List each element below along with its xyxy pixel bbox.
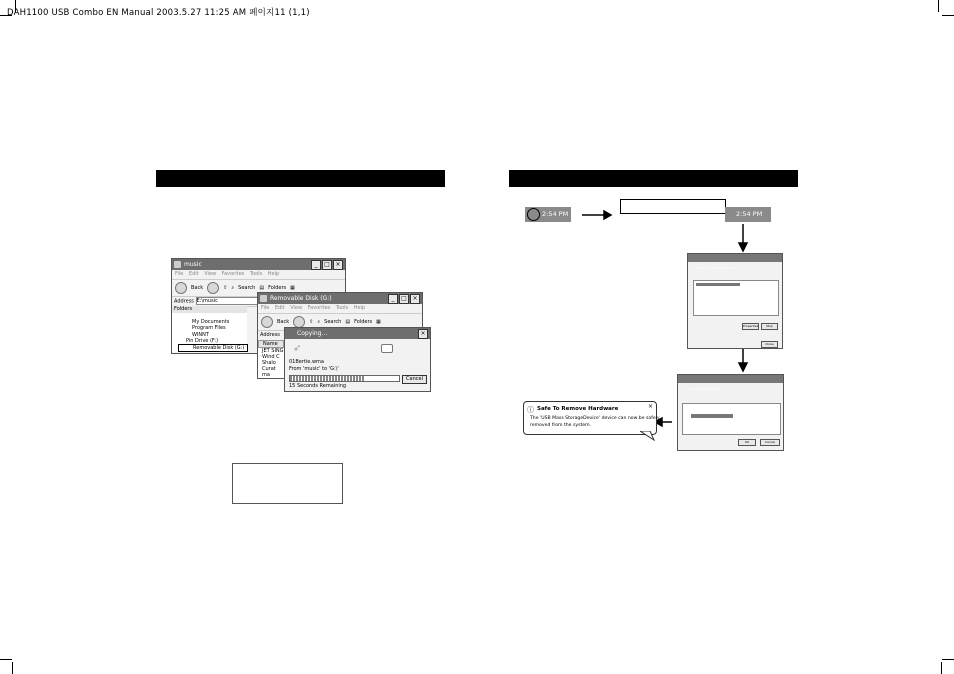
flying-paper-icon: ➶ bbox=[293, 343, 302, 354]
tree-item[interactable]: WINNT bbox=[192, 331, 209, 338]
folders-pane-header: Folders bbox=[172, 306, 247, 313]
tree-item[interactable]: Pin Drive (F:) bbox=[186, 337, 219, 344]
balloon-title: Safe To Remove Hardware bbox=[537, 406, 619, 412]
cancel-button[interactable]: Cancel bbox=[760, 439, 780, 446]
close-button[interactable]: × bbox=[418, 329, 428, 339]
file-item[interactable]: JET SING bbox=[262, 348, 284, 354]
search-icon[interactable]: ⌕ bbox=[317, 319, 321, 325]
cancel-copy-button[interactable]: Cancel bbox=[402, 375, 427, 384]
folders-icon[interactable]: ▤ bbox=[259, 285, 265, 291]
file-item[interactable]: Curat bbox=[262, 366, 276, 372]
close-button[interactable]: × bbox=[333, 260, 343, 270]
arrow-head-down-2 bbox=[739, 363, 747, 371]
address-label: Address bbox=[174, 298, 194, 305]
devices-to-stop-list[interactable] bbox=[682, 403, 781, 435]
folders-button[interactable]: Folders bbox=[354, 319, 373, 325]
close-dialog-button[interactable]: Close bbox=[761, 341, 778, 348]
unplug-titlebar[interactable] bbox=[688, 254, 782, 270]
clock-time: 2:54 PM bbox=[542, 210, 569, 218]
address-input[interactable]: E:\music bbox=[196, 297, 308, 305]
stop-titlebar[interactable] bbox=[678, 375, 783, 391]
up-folder-icon[interactable]: ⇧ bbox=[223, 285, 228, 291]
print-header: DAH1100 USB Combo EN Manual 2003.5.27 11:25 AM 페이지11 (1,1) bbox=[7, 8, 310, 18]
file-item[interactable]: Shalo bbox=[262, 360, 276, 366]
stop-hardware-dialog bbox=[677, 374, 784, 451]
unplug-eject-dialog bbox=[687, 253, 783, 349]
back-button[interactable]: Back bbox=[191, 285, 204, 291]
info-icon: ⓘ bbox=[527, 406, 534, 414]
clock-time-after: 2:54 PM bbox=[736, 210, 763, 218]
balloon-close-icon[interactable]: × bbox=[648, 403, 654, 410]
folders-icon[interactable]: ▤ bbox=[345, 319, 351, 325]
up-folder-icon[interactable]: ⇧ bbox=[309, 319, 314, 325]
views-icon[interactable]: ▦ bbox=[376, 319, 381, 325]
search-button[interactable]: Search bbox=[324, 319, 342, 325]
views-icon[interactable]: ▦ bbox=[290, 285, 295, 291]
file-item[interactable]: Wind C bbox=[262, 354, 280, 360]
hardware-device-list[interactable] bbox=[693, 280, 779, 316]
explorer-menubar[interactable]: File Edit View Favorites Tools Help bbox=[175, 271, 280, 277]
removable-menubar[interactable]: File Edit View Favorites Tools Help bbox=[261, 305, 366, 311]
ok-button[interactable]: OK bbox=[738, 439, 756, 446]
arrow-head-right-1 bbox=[604, 211, 611, 219]
folders-button[interactable]: Folders bbox=[268, 285, 287, 291]
unplug-title: Unplug or Eject Hardware bbox=[696, 266, 735, 270]
close-button[interactable]: × bbox=[410, 294, 420, 304]
back-button[interactable]: Back bbox=[277, 319, 290, 325]
tree-item-removable-disk[interactable]: Removable Disk (G:) bbox=[178, 344, 248, 352]
arrow-head-down-1 bbox=[739, 243, 747, 251]
highlighted-device-row[interactable] bbox=[691, 414, 733, 418]
selected-device-row[interactable] bbox=[696, 283, 740, 286]
balloon-body-line1: The 'USB Mass StorageDevice' device can now be safely bbox=[530, 416, 660, 421]
minimize-button[interactable]: _ bbox=[311, 260, 321, 270]
balloon-body-line2: removed from the system. bbox=[530, 423, 592, 428]
search-button[interactable]: Search bbox=[238, 285, 256, 291]
copy-filename: 01Bertie.wma bbox=[289, 359, 324, 365]
file-item[interactable]: ma bbox=[262, 372, 270, 378]
stop-button[interactable]: Stop bbox=[761, 323, 778, 330]
tree-item[interactable]: My Documents bbox=[192, 319, 230, 325]
balloon-tail bbox=[640, 431, 656, 441]
stop-title: Stop a Hardware device bbox=[686, 387, 722, 391]
safe-remove-balloon bbox=[523, 401, 660, 435]
minimize-button[interactable]: _ bbox=[388, 294, 398, 304]
copying-title: Copying... bbox=[297, 330, 328, 337]
maximize-button[interactable]: □ bbox=[399, 294, 409, 304]
removable-title: Removable Disk (G:) bbox=[270, 295, 332, 302]
time-remaining: 15 Seconds Remaining bbox=[289, 383, 347, 389]
name-column-header[interactable]: Name bbox=[258, 340, 284, 348]
tree-item[interactable]: Program Files bbox=[192, 325, 226, 332]
address-label: Address bbox=[260, 332, 280, 338]
properties-button[interactable]: Properties bbox=[743, 324, 759, 328]
maximize-button[interactable]: □ bbox=[322, 260, 332, 270]
search-icon[interactable]: ⌕ bbox=[231, 285, 235, 291]
copy-from-to: From 'music' to 'G:\' bbox=[289, 366, 339, 372]
explorer-title: music bbox=[184, 261, 202, 268]
